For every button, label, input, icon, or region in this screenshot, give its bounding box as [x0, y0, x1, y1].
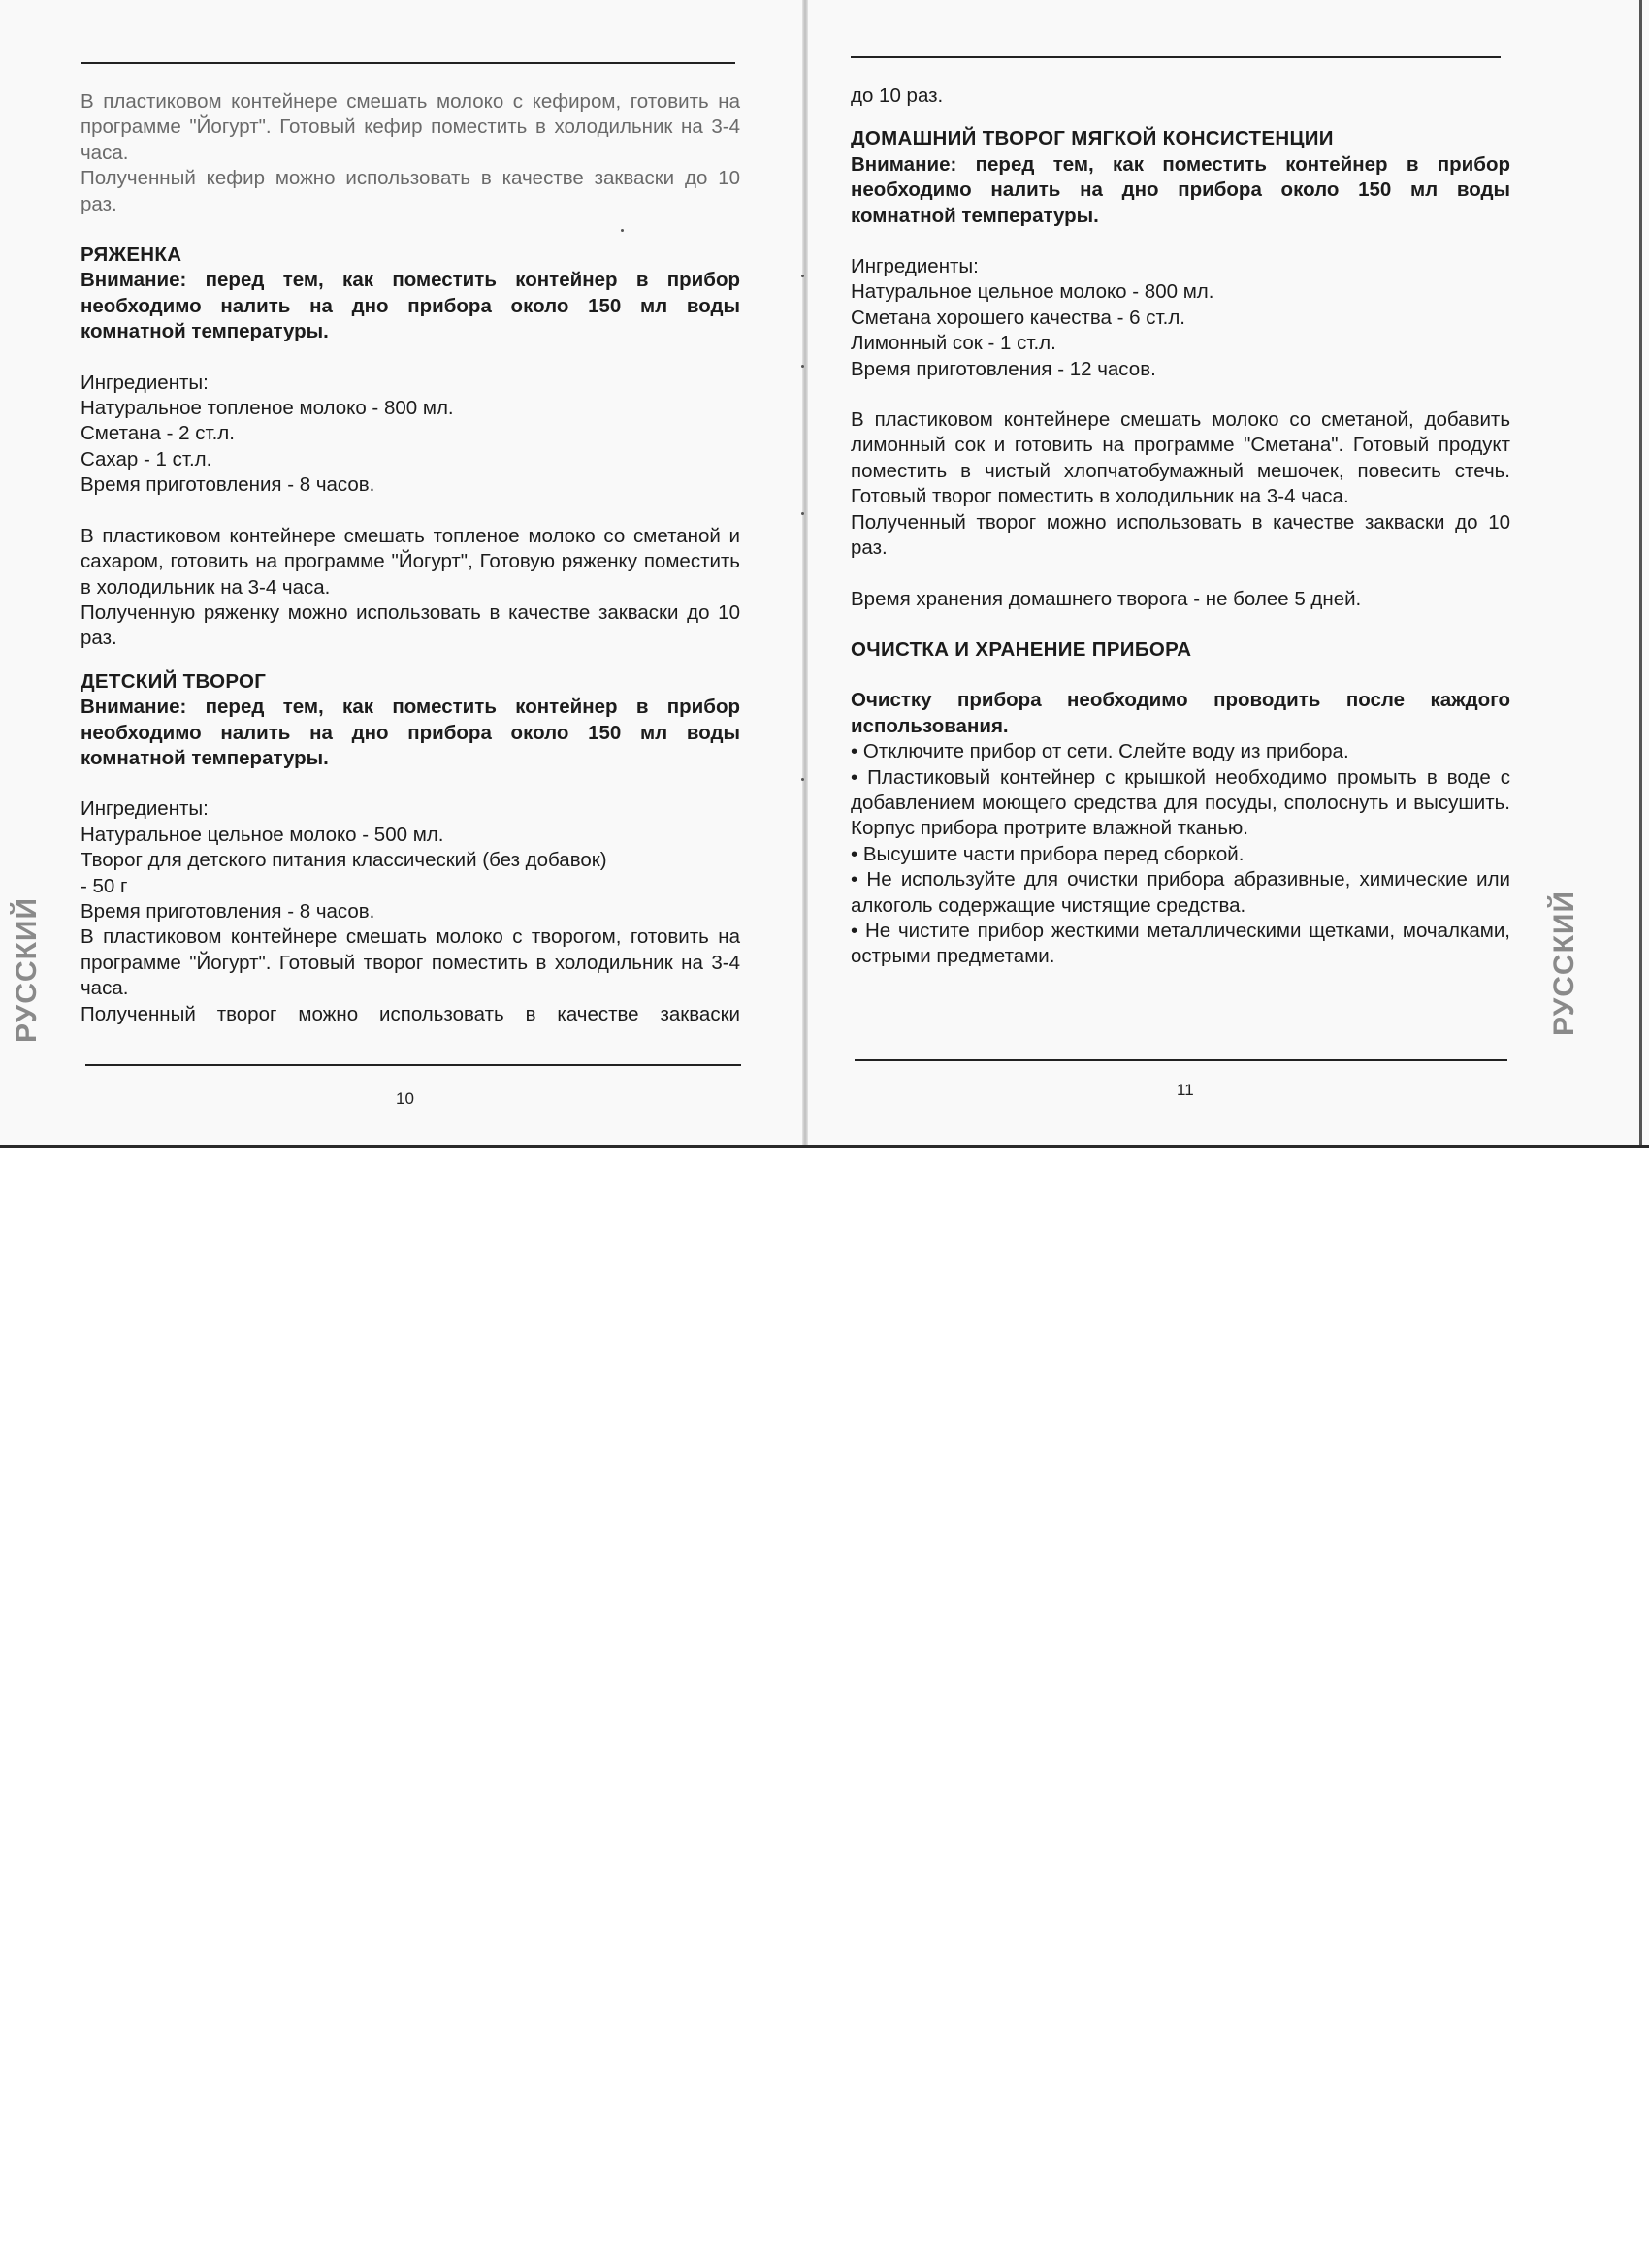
top-rule: [851, 56, 1501, 58]
body-paragraph: В пластиковом контейнере смешать молоко со сметаной, добавить лимонный сок и готовить на программе "Сметана". Готовый продукт поместить в чистый хлопчатобумажный мешочек, повесить стечь. Готовый творог поместить в холодильник на 3-4 часа.: [851, 408, 1510, 508]
warning-paragraph: Внимание: перед тем, как поместить контейнер в прибор необходимо налить на дно прибора около 150 мл воды комнатной температуры.: [81, 696, 740, 769]
body-paragraph: Лимонный сок - 1 ст.л.: [851, 332, 1056, 355]
body-paragraph: Ингредиенты:: [81, 371, 209, 394]
side-tab-label: РУССКИЙ: [1548, 890, 1581, 1037]
body-paragraph: • Не используйте для очистки прибора абразивные, химические или алкоголь содержащие чистящие средства.: [851, 868, 1510, 917]
paragraph-gap: [851, 663, 1510, 688]
body-paragraph: • Отключите прибор от сети. Слейте воду из прибора.: [851, 740, 1349, 763]
body-paragraph: В пластиковом контейнере смешать топленое молоко со сметаной и сахаром, готовить на программе "Йогурт", Готовую ряженку поместить в холодильник на 3-4 часа.: [81, 524, 740, 599]
paragraph-gap: [81, 652, 740, 669]
right-page-content: [851, 83, 1510, 970]
body-paragraph: Сметана хорошего качества - 6 ст.л.: [851, 306, 1185, 329]
paragraph-gap: [81, 217, 740, 243]
body-paragraph: Полученный творог можно использовать в качестве закваски: [81, 1002, 740, 1025]
language-side-tab: [6, 873, 48, 1067]
right-page: [808, 0, 1639, 1145]
warning-paragraph: Внимание: перед тем, как поместить контейнер в прибор необходимо налить на дно прибора около 150 мл воды комнатной температуры.: [851, 152, 1510, 227]
paragraph-gap: [851, 612, 1510, 637]
body-paragraph: Сахар - 1 ст.л.: [81, 447, 212, 470]
body-paragraph: В пластиковом контейнере смешать молоко с кефиром, готовить на программе "Йогурт". Готовый кефир поместить в холодильник на 3-4 часа.: [81, 90, 740, 164]
body-paragraph: Ингредиенты:: [81, 797, 209, 821]
language-side-tab: [1543, 866, 1586, 1060]
paragraph-gap: [851, 229, 1510, 254]
warning-paragraph: Очистку прибора необходимо проводить после каждого использования.: [851, 689, 1510, 737]
top-rule: [81, 62, 735, 64]
body-paragraph: Время приготовления - 12 часов.: [851, 357, 1156, 380]
scan-speck: [801, 275, 804, 277]
scan-speck: [621, 229, 624, 232]
body-paragraph: • Высушите части прибора перед сборкой.: [851, 842, 1245, 865]
section-heading: ДОМАШНИЙ ТВОРОГ МЯГКОЙ КОНСИСТЕНЦИИ: [851, 127, 1334, 150]
body-paragraph: Натуральное топленое молоко - 800 мл.: [81, 397, 454, 420]
paragraph-gap: [81, 499, 740, 524]
left-page: [0, 0, 805, 1145]
body-paragraph: Натуральное цельное молоко - 800 мл.: [851, 280, 1214, 304]
page-number: 10: [396, 1089, 414, 1108]
side-tab-label: РУССКИЙ: [11, 896, 44, 1044]
body-paragraph: Полученную ряженку можно использовать в качестве закваски до 10 раз.: [81, 600, 740, 650]
section-heading: ОЧИСТКА И ХРАНЕНИЕ ПРИБОРА: [851, 637, 1192, 661]
body-paragraph: - 50 г: [81, 874, 128, 897]
paragraph-gap: [851, 109, 1510, 126]
body-paragraph: Время хранения домашнего творога - не более 5 дней.: [851, 587, 1362, 610]
body-paragraph: • Пластиковый контейнер с крышкой необходимо промыть в воде с добавлением моющего средства для посуды, сполоснуть и высушить. Корпус прибора протрите влажной тканью.: [851, 765, 1510, 840]
body-paragraph: В пластиковом контейнере смешать молоко с творогом, готовить на программе "Йогурт". Готовый творог поместить в холодильник на 3-4 часа.: [81, 925, 740, 1000]
section-heading: ДЕТСКИЙ ТВОРОГ: [81, 669, 267, 693]
body-paragraph: Сметана - 2 ст.л.: [81, 422, 235, 445]
paragraph-gap: [851, 382, 1510, 407]
body-paragraph: Полученный творог можно использовать в качестве закваски до 10 раз.: [851, 510, 1510, 560]
paragraph-gap: [81, 771, 740, 796]
booklet-edge: [1639, 0, 1642, 1145]
body-paragraph: до 10 раз.: [851, 84, 944, 107]
body-paragraph: Время приготовления - 8 часов.: [81, 473, 375, 497]
bottom-rule: [855, 1059, 1507, 1061]
body-paragraph: Время приготовления - 8 часов.: [81, 899, 375, 923]
left-page-content: [81, 89, 740, 1027]
scan-speck: [801, 365, 804, 368]
paragraph-gap: [81, 345, 740, 371]
body-paragraph: • Не чистите прибор жесткими металлическими щетками, мочалками, острыми предметами.: [851, 919, 1510, 968]
body-paragraph: Натуральное цельное молоко - 500 мл.: [81, 823, 444, 846]
body-paragraph: Творог для детского питания классический (без добавок): [81, 849, 607, 872]
section-heading: РЯЖЕНКА: [81, 243, 182, 267]
paragraph-gap: [851, 562, 1510, 587]
scan-speck: [801, 778, 804, 781]
scan-speck: [801, 512, 804, 515]
warning-paragraph: Внимание: перед тем, как поместить контейнер в прибор необходимо налить на дно прибора около 150 мл воды комнатной температуры.: [81, 269, 740, 343]
body-paragraph: Ингредиенты:: [851, 255, 979, 278]
body-paragraph: Полученный кефир можно использовать в качестве закваски до 10 раз.: [81, 167, 740, 215]
page-number: 11: [1177, 1081, 1194, 1099]
bottom-rule: [85, 1064, 741, 1066]
